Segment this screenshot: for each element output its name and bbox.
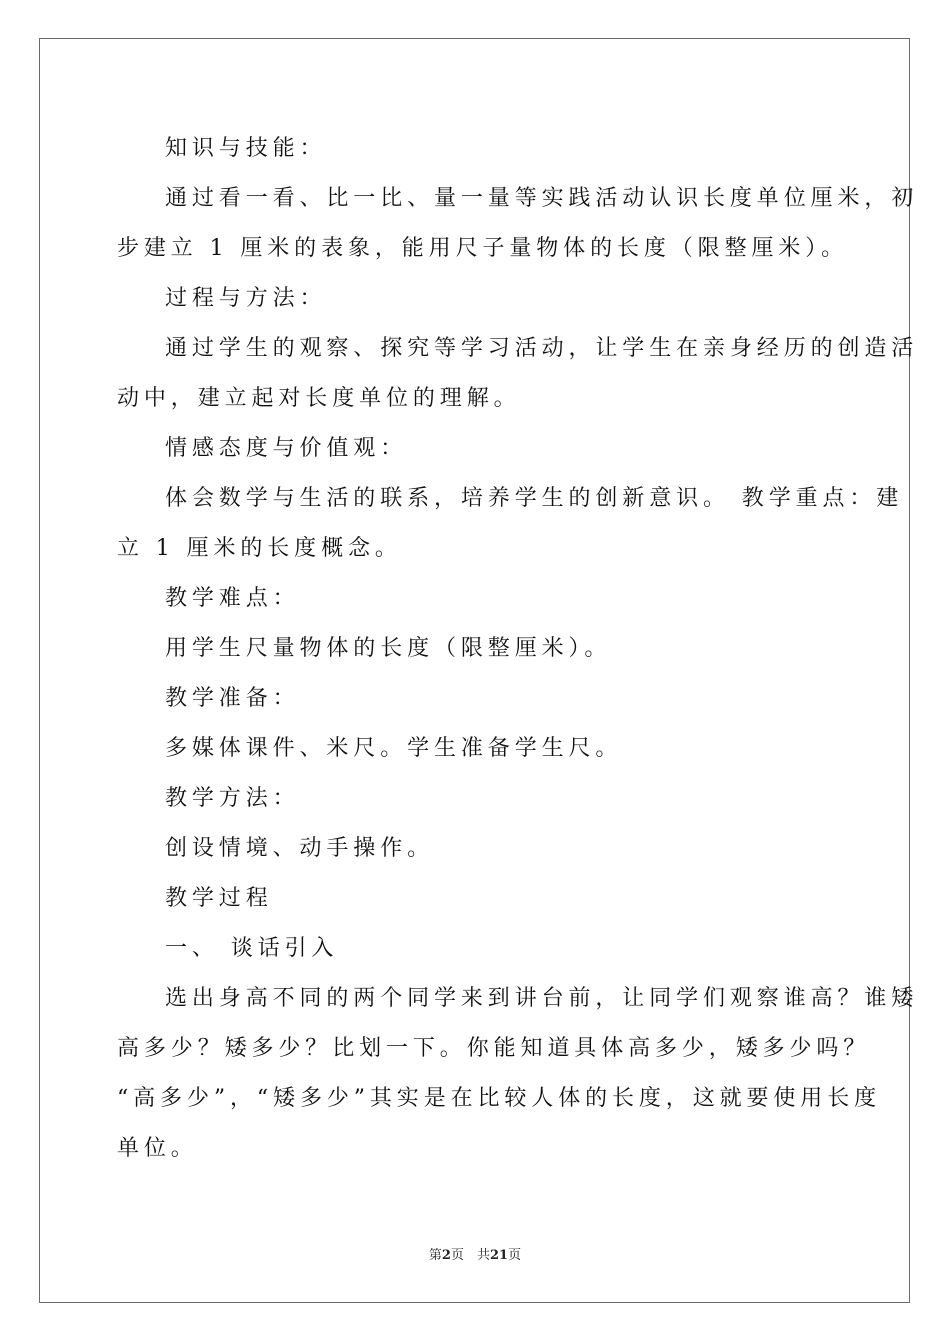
footer-mid: 页 共 [450,1248,490,1263]
paragraph-line: “高多少”，“矮多少”其实是在比较人体的长度，这就要使用长度 [117,1086,881,1111]
paragraph-line: 步建立 1 厘米的表象，能用尺子量物体的长度（限整厘米）。 [117,236,849,261]
footer-prefix: 第 [428,1248,442,1263]
paragraph-line: 高多少？矮多少？比划一下。你能知道具体高多少，矮多少吗？ [117,1036,871,1061]
heading-teaching-process: 教学过程 [165,886,273,911]
paragraph-line: 单位。 [117,1136,198,1161]
heading-section-one: 一、 谈话引入 [165,936,339,961]
footer-total-pages: 21 [489,1248,509,1263]
heading-knowledge-skills: 知识与技能： [165,136,327,161]
heading-attitude-values: 情感态度与价值观： [165,436,408,461]
heading-preparation: 教学准备： [165,686,300,711]
paragraph-line: 通过看一看、比一比、量一量等实践活动认识长度单位厘米，初 [165,186,919,211]
footer-suffix: 页 [508,1248,522,1263]
heading-method: 教学方法： [165,786,300,811]
paragraph-line: 通过学生的观察、探究等学习活动，让学生在亲身经历的创造活 [165,336,919,361]
paragraph-line: 多媒体课件、米尺。学生准备学生尺。 [165,736,623,761]
paragraph-line: 选出身高不同的两个同学来到讲台前，让同学们观察谁高？谁矮 [165,986,919,1011]
footer-current-page: 2 [441,1248,451,1263]
page-footer [0,1247,950,1265]
heading-process-method: 过程与方法： [165,286,327,311]
paragraph-line: 用学生尺量物体的长度（限整厘米）。 [165,636,612,661]
paragraph-line: 体会数学与生活的联系，培养学生的创新意识。 教学重点：建 [165,486,904,511]
paragraph-line: 立 1 厘米的长度概念。 [117,536,402,561]
paragraph-line: 创设情境、动手操作。 [165,836,435,861]
paragraph-line: 动中，建立起对长度单位的理解。 [117,386,521,411]
heading-difficulty: 教学难点： [165,586,300,611]
